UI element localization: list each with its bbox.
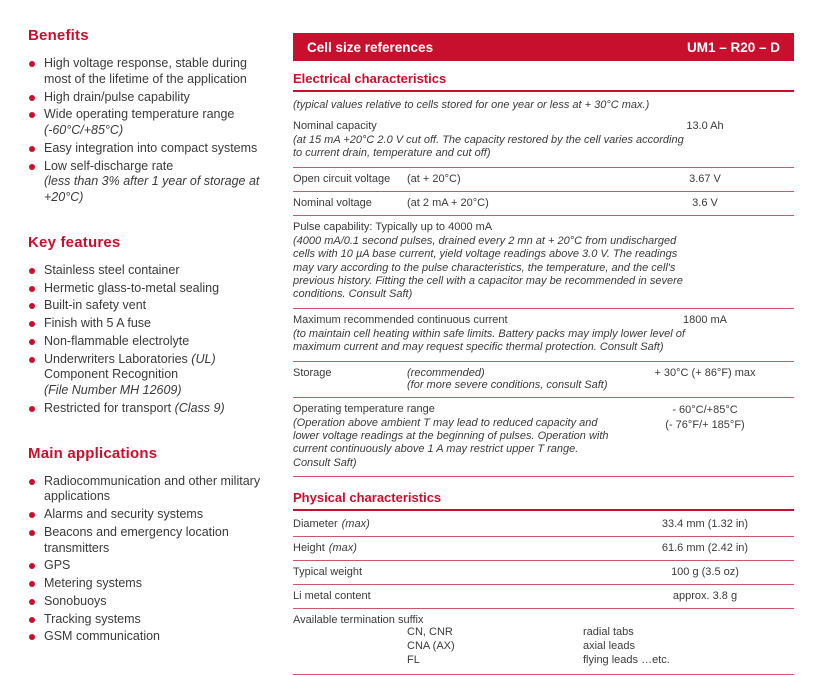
benefits-section [28,27,266,206]
electrical-section-title: Electrical characteristics [293,71,794,92]
diameter-label-note: (max) [341,518,370,531]
list-item [28,298,266,314]
benefits-list [28,56,266,206]
bullet-icon [29,512,35,518]
bullet-icon [29,530,35,536]
bullet-icon [29,617,35,623]
list-item-text: Stainless steel container [44,262,180,277]
list-item-text: Restricted for transport (Class 9) [44,400,225,415]
list-item [28,629,266,645]
height-label-note: (max) [328,542,357,555]
storage-conditions [407,367,616,391]
termination-suffix-row [293,609,794,674]
list-item [28,159,266,206]
list-item-text: GSM communication [44,629,161,644]
bullet-icon [29,406,35,412]
bullet-icon [29,112,35,118]
list-item [28,316,266,332]
termination-code: CNA (AX) [407,640,455,653]
list-item [28,90,266,106]
termination-desc: axial leads [583,640,635,653]
li-metal-content-row [293,585,794,609]
list-item-text: High drain/pulse capability [44,89,190,104]
open-circuit-voltage-condition: (at + 20°C) [407,172,461,185]
list-item [28,352,266,399]
key-features-title: Key features [28,233,121,251]
termination-suffix-label: Available termination suffix [293,614,424,627]
list-item-text: Finish with 5 A fuse [44,316,152,330]
list-item-text: Tracking systems [44,611,141,626]
open-circuit-voltage-row [293,168,794,192]
list-item-text: Radiocommunication and other military applications [44,473,261,504]
termination-option [293,654,794,668]
bullet-icon [29,146,35,152]
max-continuous-current-label: Maximum recommended continuous current [293,313,508,326]
operating-temperature-label: Operating temperature range [293,402,435,415]
li-metal-content-value: approx. 3.8 g [672,590,738,603]
bullet-icon [29,479,35,485]
nominal-capacity-label: Nominal capacity [293,120,377,132]
list-item-text: Underwriters Laboratories (UL) Component Recognition (File Number MH 12609) [44,351,216,397]
storage-condition-1: (recommended) [407,366,485,379]
bullet-icon [29,303,35,309]
list-item-text: Low self-discharge rate (less than 3% after 1 year of storage at +20°C) [44,158,260,204]
benefits-title: Benefits [28,27,89,44]
operating-temperature-note: (Operation above ambient T may lead to reduced capacity and lower voltage readings at the beginning of pulses. Operation with current continuously above 1 A may restrict upper T range. Consult Saft) [293,416,609,469]
list-item [28,401,266,417]
nominal-capacity-note: (at 15 mA +20°C 2.0 V cut off. The capacity restored by the cell varies according to current drain, temperature and cut off) [293,134,684,160]
pulse-capability-row [293,216,794,309]
max-continuous-current-value: 1800 mA [682,313,728,326]
typical-weight-label: Typical weight [293,566,363,579]
list-item [28,281,266,297]
operating-temperature-values [616,403,794,433]
bullet-icon [29,286,35,292]
list-item [28,263,266,279]
storage-row [293,362,794,398]
physical-section-title: Physical characteristics [293,490,794,511]
list-item-text: Wide operating temperature range (-60°C/+85°C) [44,107,235,137]
diameter-value: 33.4 mm (1.32 in) [661,518,749,531]
nominal-voltage-value: 3.6 V [692,196,718,209]
operating-temperature-row [293,398,794,478]
list-item [28,334,266,350]
storage-condition-2: (for more severe conditions, consult Saft) [407,378,608,391]
main-applications-section [28,445,266,646]
nominal-voltage-condition: (at 2 mA + 20°C) [407,196,489,209]
bullet-icon [29,321,35,327]
bullet-icon [29,268,35,274]
nominal-capacity-row [293,115,794,168]
list-item [28,507,266,523]
li-metal-content-label: Li metal content [293,590,371,603]
list-item-text: High voltage response, stable during most of the lifetime of the application [44,56,247,86]
operating-temperature-value-celsius: - 60°C/+85°C [672,403,738,416]
open-circuit-voltage-label: Open circuit voltage [293,172,391,185]
nominal-voltage-label: Nominal voltage [293,196,372,209]
cell-reference: UM1 – R20 – D [686,39,780,55]
bullet-icon [29,357,35,363]
height-value: 61.6 mm (2.42 in) [661,542,749,555]
list-item [28,525,266,557]
list-item [28,594,266,610]
list-item [28,558,266,574]
termination-option [293,640,794,654]
list-item-text: Easy integration into compact systems [44,140,258,155]
cell-size-title: Cell size references [307,39,434,55]
height-label: Height [293,542,325,555]
cell-size-header-bar [293,33,794,61]
key-features-section [28,234,266,417]
bullet-icon [29,634,35,640]
storage-label: Storage [293,366,332,379]
list-item-text: Alarms and security systems [44,507,204,521]
main-applications-list [28,474,266,646]
termination-code: FL [407,653,420,666]
diameter-label: Diameter [293,518,338,531]
list-item-text: Metering systems [44,576,142,590]
diameter-row [293,513,794,537]
nominal-capacity-value: 13.0 Ah [686,120,724,132]
termination-code: CN, CNR [407,626,453,639]
left-column [28,27,266,673]
right-column [293,33,794,675]
nominal-voltage-row [293,192,794,216]
termination-desc: radial tabs [583,626,634,639]
list-item-text: Built-in safety vent [44,298,147,313]
list-item [28,56,266,88]
storage-value: + 30°C (+ 86°F) max [654,366,756,379]
bullet-icon [29,563,35,569]
max-continuous-current-row [293,309,794,362]
operating-temperature-left [293,403,616,471]
termination-option [293,626,794,640]
operating-temperature-value-fahrenheit: (- 76°F/+ 185°F) [665,418,745,431]
main-applications-title: Main applications [28,444,158,462]
list-item-text: Sonobuoys [44,593,107,608]
termination-desc: flying leads …etc. [583,653,670,666]
pulse-capability-note: (4000 mA/0.1 second pulses, drained every 2 mn at + 20°C from undischarged cells with 10 µA base current, yield voltage readings above 3.0 V. The readings may vary according to the pulse characteristics, the temperature, and the cell's previous history. Fitting the cell with a capacitor may be recommended in severe conditions. Consult Saft) [293,234,683,301]
bullet-icon [29,61,35,67]
electrical-intro: (typical values relative to cells stored for one year or less at + 30°C max.) [293,99,650,111]
list-item [28,612,266,628]
list-item [28,576,266,592]
bullet-icon [29,599,35,605]
pulse-capability-label: Pulse capability: Typically up to 4000 mA [293,220,493,233]
height-row [293,537,794,561]
max-continuous-current-note: (to maintain cell heating within safe limits. Battery packs may imply lower level of maximum current and may request specific thermal protection. Consult Saft) [293,327,685,354]
key-features-list [28,263,266,417]
typical-weight-row [293,561,794,585]
list-item [28,141,266,157]
bullet-icon [29,339,35,345]
bullet-icon [29,164,35,170]
list-item-text: Beacons and emergency location transmitters [44,524,229,555]
list-item-text: GPS [44,558,71,573]
typical-weight-value: 100 g (3.5 oz) [671,566,739,579]
list-item-text: Non-flammable electrolyte [44,333,190,348]
list-item [28,474,266,506]
bullet-icon [29,581,35,587]
list-item-text: Hermetic glass-to-metal sealing [44,280,220,295]
bullet-icon [29,95,35,101]
open-circuit-voltage-value: 3.67 V [689,172,721,185]
list-item [28,107,266,139]
